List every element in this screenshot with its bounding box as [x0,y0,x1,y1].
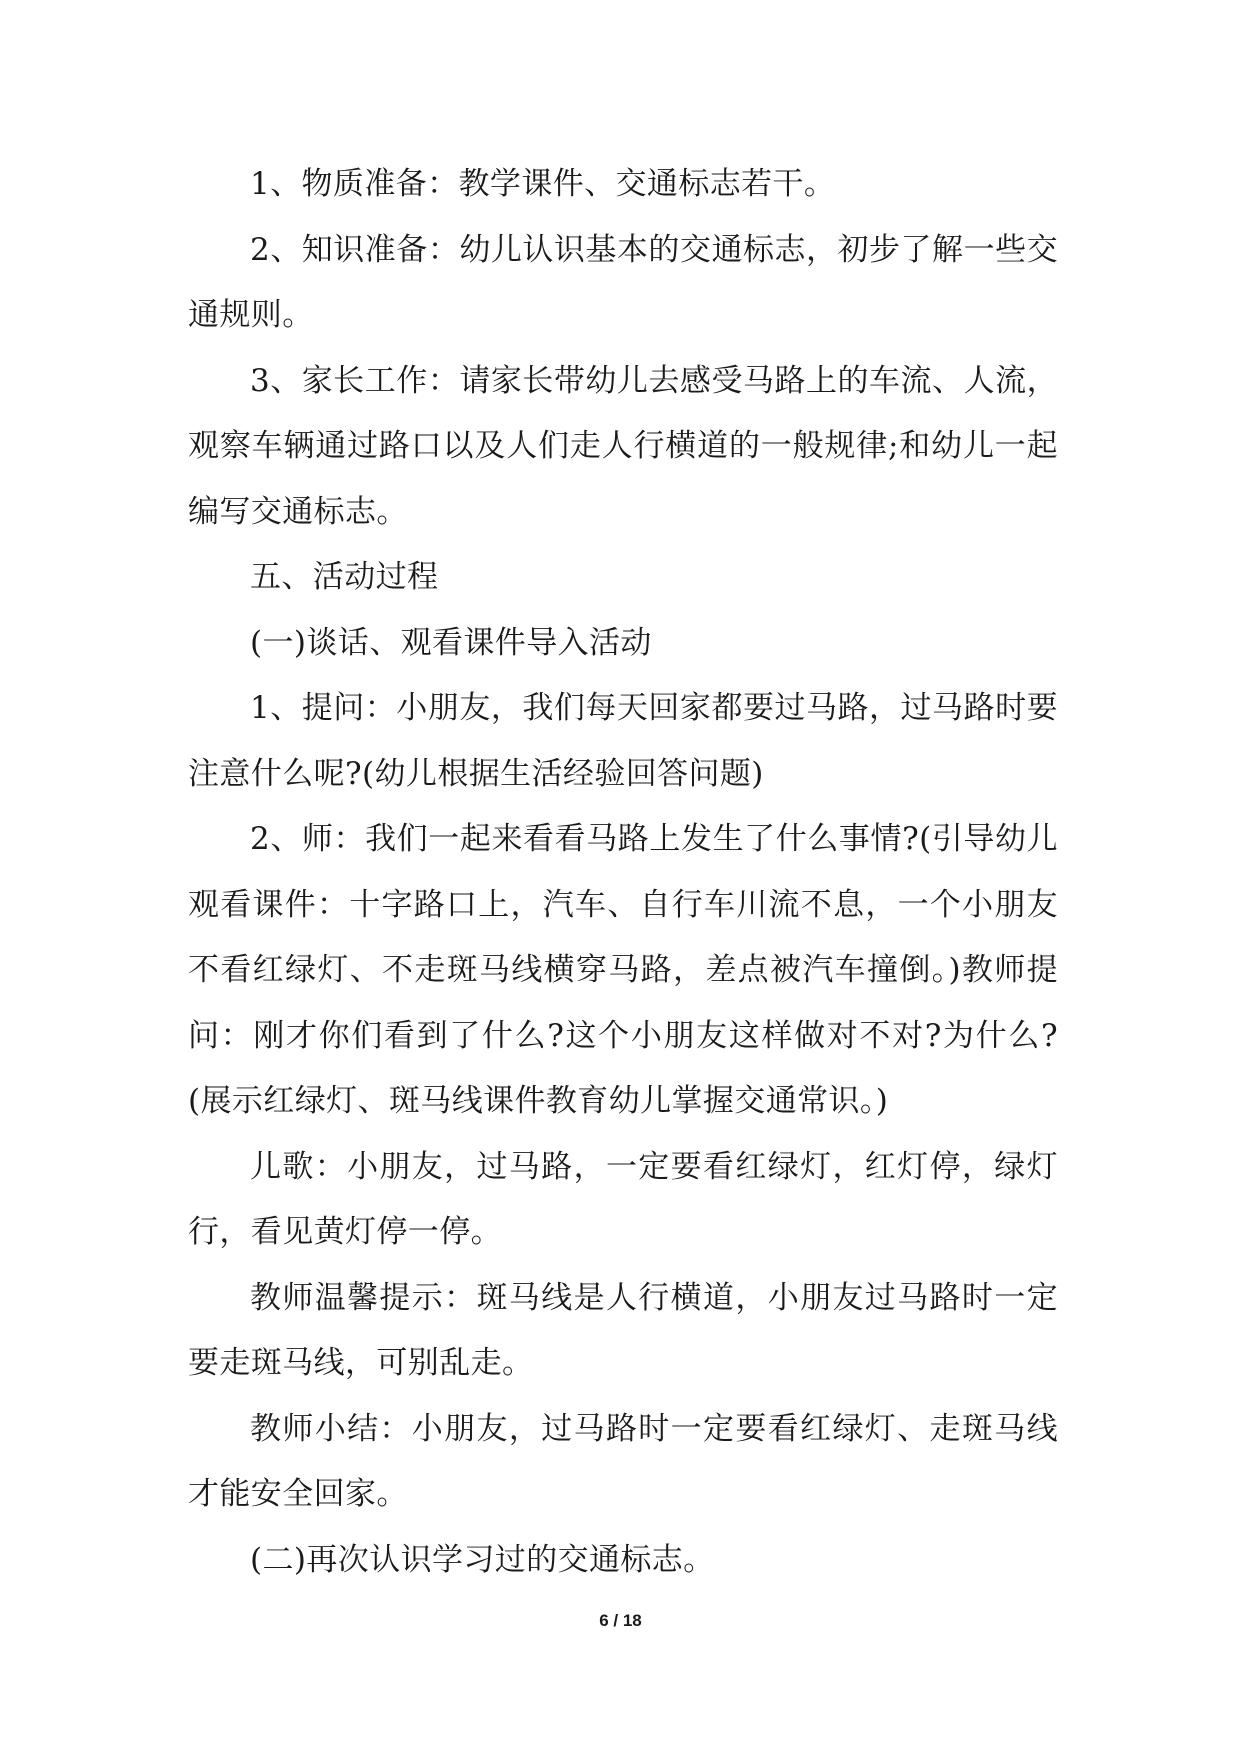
subheading-traffic-signs-review: (二)再次认识学习过的交通标志。 [250,1541,715,1578]
page-number: 6 / 18 [599,1611,642,1630]
paragraph-teacher-courseware: 2、师：我们一起来看看马路上发生了什么事情?(引导幼儿观看课件：十字路口上，汽车、自行车川流不息，一个小朋友不看红绿灯、不走斑马线横穿马路，差点被汽车撞倒。)教师提问：刚才你们看到了什么?这个小朋友这样做对不对?为什么?(展示红绿灯、斑马线课件教育幼儿掌握交通常识。) [188,821,1058,1119]
paragraph-knowledge-prep: 2、知识准备：幼儿认识基本的交通标志，初步了解一些交通规则。 [188,231,1058,333]
paragraph-parent-work: 3、家长工作：请家长带幼儿去感受马路上的车流、人流，观察车辆通过路口以及人们走人行横道的一般规律;和幼儿一起编写交通标志。 [188,362,1058,530]
section-heading-activity-process: 五、活动过程 [250,559,439,595]
paragraph-nursery-rhyme: 儿歌：小朋友，过马路，一定要看红绿灯，红灯停，绿灯行，看见黄灯停一停。 [188,1148,1058,1250]
paragraph-teacher-summary: 教师小结：小朋友，过马路时一定要看红绿灯、走斑马线才能安全回家。 [188,1410,1058,1512]
document-body [188,152,1058,1593]
subheading-talk-and-watch: (一)谈话、观看课件导入活动 [250,624,652,661]
paragraph-teacher-tip: 教师温馨提示：斑马线是人行横道，小朋友过马路时一定要走斑马线，可别乱走。 [188,1279,1058,1381]
paragraph-question: 1、提问：小朋友，我们每天回家都要过马路，过马路时要注意什么呢?(幼儿根据生活经验回答问题) [188,690,1058,792]
paragraph-material-prep: 1、物质准备：教学课件、交通标志若干。 [250,166,836,202]
